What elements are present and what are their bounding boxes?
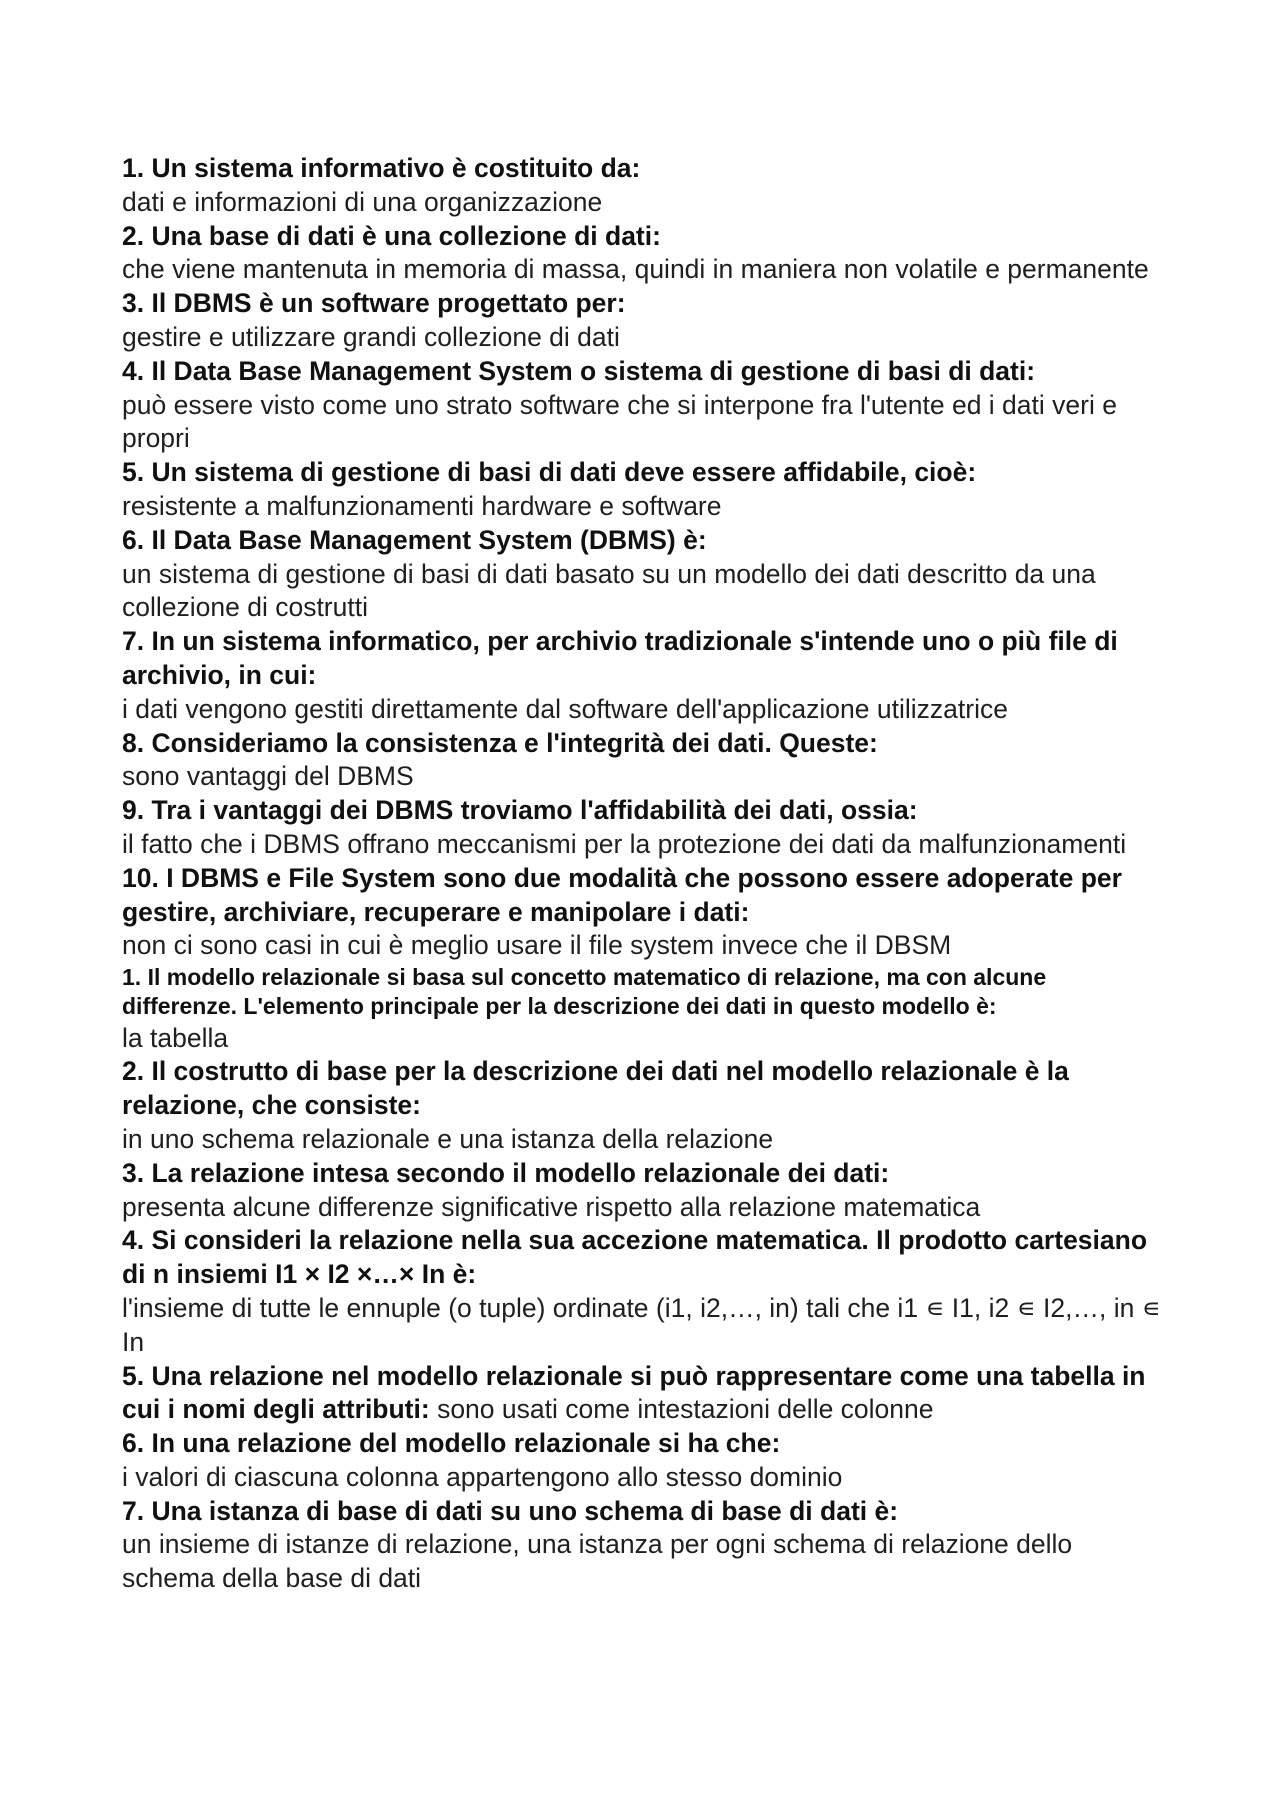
question: 1. Il modello relazionale si basa sul concetto matematico di relazione, ma con alcune differenze. L'elemento principale per la descrizione dei dati in questo modello è: bbox=[122, 964, 1047, 1020]
answer: dati e informazioni di una organizzazione bbox=[122, 186, 603, 217]
question: 8. Consideriamo la consistenza e l'integrità dei dati. Queste: bbox=[122, 727, 878, 758]
question: 2. Una base di dati è una collezione di dati: bbox=[122, 220, 661, 251]
qa-item-15 bbox=[122, 1360, 1167, 1428]
answer: il fatto che i DBMS offrano meccanismi per la protezione dei dati da malfunzionamenti bbox=[122, 828, 1127, 859]
question: 1. Un sistema informativo è costituito da: bbox=[122, 153, 641, 183]
document-page bbox=[122, 152, 1167, 1596]
qa-item-8 bbox=[122, 727, 1167, 795]
question: 5. Un sistema di gestione di basi di dati deve essere affidabile, cioè: bbox=[122, 457, 977, 488]
question: 3. La relazione intesa secondo il modello relazionale dei dati: bbox=[122, 1157, 890, 1188]
qa-item-17 bbox=[122, 1495, 1167, 1596]
answer: la tabella bbox=[122, 1022, 229, 1053]
qa-item-1 bbox=[122, 152, 1167, 220]
question: 4. Si consideri la relazione nella sua accezione matematica. Il prodotto cartesiano di n insiemi I1 × I2 ×…× In è: bbox=[122, 1225, 1148, 1290]
qa-item-3 bbox=[122, 287, 1167, 355]
qa-item-6 bbox=[122, 524, 1167, 625]
question: 7. Una istanza di base di dati su uno schema di base di dati è: bbox=[122, 1495, 899, 1526]
qa-item-12 bbox=[122, 1055, 1167, 1156]
question: 9. Tra i vantaggi dei DBMS troviamo l'affidabilità dei dati, ossia: bbox=[122, 795, 918, 826]
qa-item-5 bbox=[122, 456, 1167, 524]
qa-item-10 bbox=[122, 862, 1167, 963]
answer: sono usati come intestazioni delle colonne bbox=[437, 1394, 934, 1425]
answer: può essere visto come uno strato software che si interpone fra l'utente ed i dati veri e propri bbox=[122, 389, 1117, 454]
qa-item-11 bbox=[122, 963, 1167, 1055]
answer: l'insieme di tutte le ennuple (o tuple) ordinate (i1, i2,…, in) tali che i1 ∊ I1, i2 ∊ I2,…, in ∊ In bbox=[122, 1292, 1161, 1357]
question: 7. In un sistema informatico, per archivio tradizionale s'intende uno o più file di archivio, in cui: bbox=[122, 626, 1118, 690]
answer: in uno schema relazionale e una istanza della relazione bbox=[122, 1123, 774, 1154]
answer: sono vantaggi del DBMS bbox=[122, 761, 414, 792]
question: 4. Il Data Base Management System o sistema di gestione di basi di dati: bbox=[122, 355, 1036, 386]
qa-item-14 bbox=[122, 1224, 1167, 1359]
answer: presenta alcune differenze significative rispetto alla relazione matematica bbox=[122, 1191, 981, 1222]
answer: un sistema di gestione di basi di dati basato su un modello dei dati descritto da una collezione di costrutti bbox=[122, 558, 1096, 623]
answer: che viene mantenuta in memoria di massa, quindi in maniera non volatile e permanente bbox=[122, 254, 1149, 285]
answer: non ci sono casi in cui è meglio usare il file system invece che il DBSM bbox=[122, 930, 952, 961]
qa-item-16 bbox=[122, 1427, 1167, 1495]
qa-item-9 bbox=[122, 794, 1167, 862]
answer: un insieme di istanze di relazione, una istanza per ogni schema di relazione dello schema della base di dati bbox=[122, 1529, 1073, 1594]
question: 3. Il DBMS è un software progettato per: bbox=[122, 288, 626, 319]
answer: gestire e utilizzare grandi collezione di dati bbox=[122, 321, 620, 352]
qa-item-2 bbox=[122, 220, 1167, 288]
question: 6. Il Data Base Management System (DBMS) è: bbox=[122, 524, 707, 555]
question: 2. Il costrutto di base per la descrizione dei dati nel modello relazionale è la relazione, che consiste: bbox=[122, 1056, 1069, 1121]
question: 5. Una relazione nel modello relazionale si può rappresentare come una tabella in cui i nomi degli attributi: bbox=[122, 1360, 1146, 1425]
answer: resistente a malfunzionamenti hardware e software bbox=[122, 490, 722, 521]
answer: i dati vengono gestiti direttamente dal software dell'applicazione utilizzatrice bbox=[122, 693, 1008, 724]
qa-item-7 bbox=[122, 625, 1167, 726]
qa-item-13 bbox=[122, 1157, 1167, 1225]
answer: i valori di ciascuna colonna appartengono allo stesso dominio bbox=[122, 1461, 843, 1492]
qa-item-4 bbox=[122, 355, 1167, 456]
question: 10. I DBMS e File System sono due modalità che possono essere adoperate per gestire, archiviare, recuperare e manipolare i dati: bbox=[122, 862, 1122, 927]
question: 6. In una relazione del modello relazionale si ha che: bbox=[122, 1428, 781, 1459]
